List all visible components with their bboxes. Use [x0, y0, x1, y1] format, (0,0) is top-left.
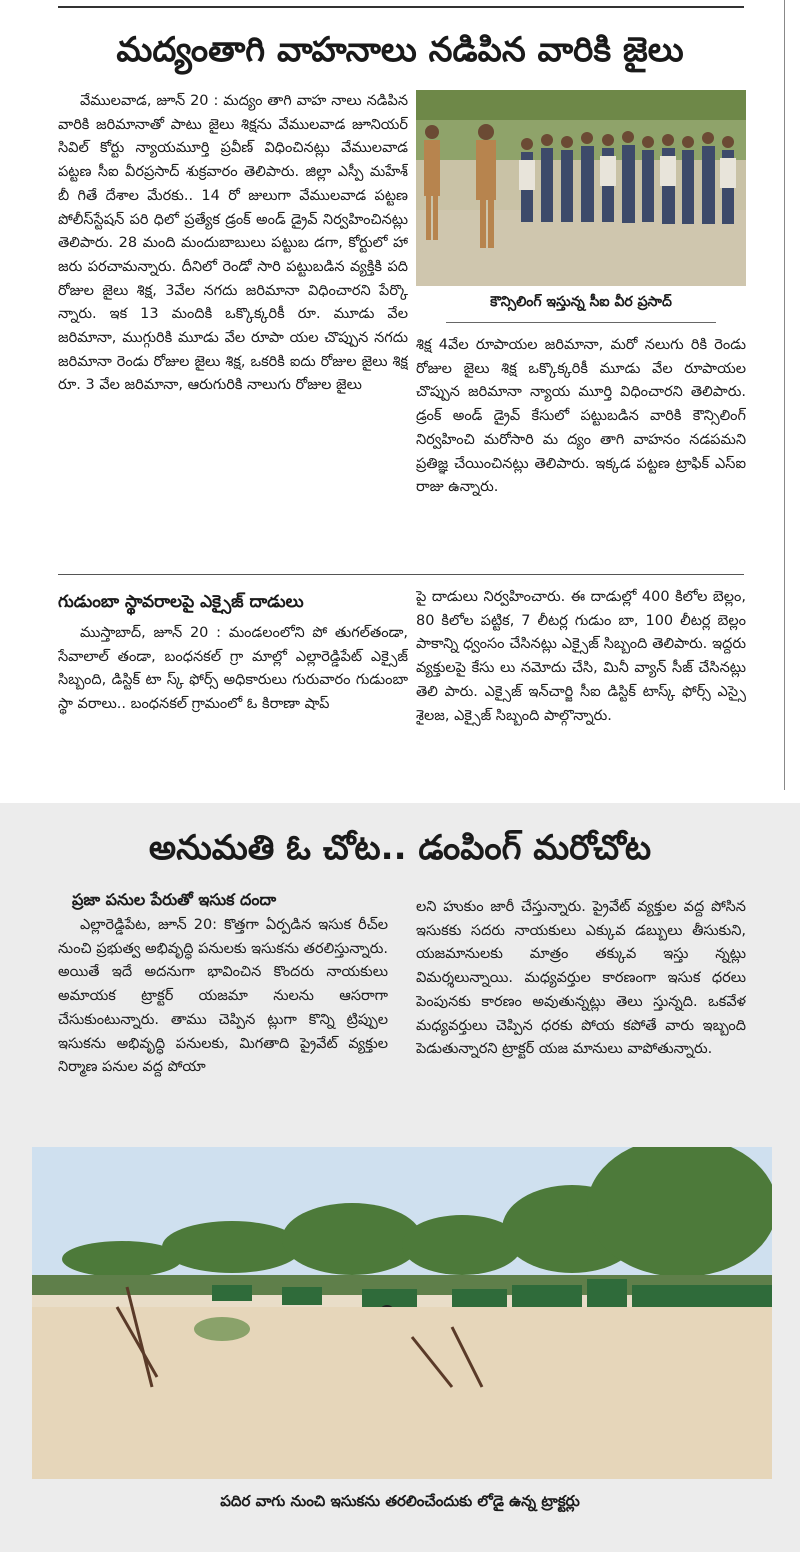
article3-headline: అనుమతి ఓ చోట.. డంపింగ్ మరోచోట — [148, 828, 652, 868]
article3-column1: ఎల్లారెడ్డిపేట, జూన్ 20: కొత్తగా ఏర్పడిన ఇసుక రీచ్‌ల నుంచి ప్రభుత్వ అభివృద్ధి పనులకు ఇసుకను తరలిస్తున్నారు. అయితే ఇదే అదనుగా భావించిన కొందరు నాయకులు అమాయక ట్రాక్టర్ యజమా నులను ఆసరాగా చేసుకుంటున్నారు. తాము చెప్పిన ట్లుగా కొన్ని ట్రిప్పుల ఇసుకను అభివృద్ధి పనులకు, మిగతాది ప్రైవేట్ వ్యక్తుల నిర్మాణ పనుల వద్ద పోయా — [58, 917, 388, 1076]
article2-column1: ముస్తాబాద్, జూన్ 20 : మండలంలోని పో తుగల్‌తండా, సేవాలాల్ తండా, బంధనకల్ గ్రా మాల్లో ఎల్లారెడ్డిపేట్ ఎక్సైజ్ సిబ్బంది, డిస్టిక్ టా స్క్ ఫోర్స్ అధికారులు గురువారం గుడుంబా స్థా వరాలు.. బంధనకల్ గ్రామంలో ఓ కిరాణా షాప్ — [58, 625, 408, 713]
article1-photo — [416, 90, 746, 286]
article1-headline: మద్యంతాగి వాహనాలు నడిపిన వారికి జైలు — [116, 30, 684, 70]
article1-column2: శిక్ష 4వేల రూపాయల జరిమానా, మరో నలుగు రికి రెండు రోజుల జైలు శిక్ష ఒక్కొక్కరికీ మూడు వేల రూపాయల చొప్పున జరిమానా న్యాయ మూర్తి విధించారని తెలిపారు. డ్రంక్ అండ్ డ్రైవ్ కేసులో పట్టుబడిన వారికి కౌన్సిలింగ్ నిర్వహించి మరోసారి మ ద్యం తాగి వాహనం నడపమని ప్రతిజ్ఞ చేయించినట్లు తెలిపారు. ఇక్కడ పట్టణ ట్రాఫిక్ ఎస్ఐ రాజు ఉన్నారు. — [416, 337, 746, 496]
article1-column1: వేములవాడ, జూన్ 20 : మద్యం తాగి వాహ నాలు నడిపిన వారికి జరిమానాతో పాటు జైలు శిక్షను వేములవాడ జూనియర్ సివిల్ కోర్టు న్యాయమూర్తి ప్రవీణ్ విధించినట్లు వేములవాడ పట్టణ సీఐ వీరప్రసాద్ శుక్రవారం తెలిపారు. జిల్లా ఎస్పీ మహేశ్ బీ గితే దేశాల మేరకు.. 14 రో జులుగా వేములవాడ పట్టణ పోలీస్‌స్టేషన్ పరి ధిలో ప్రత్యేక డ్రంక్ అండ్ డ్రైవ్ నిర్వహించినట్లు తెలిపారు. 28 మంది మందుబాబులు పట్టుబ డగా, కోర్టులో హా జరు పరచామన్నారు. దీనిలో రెండో సారి పట్టుబడిన వ్యక్తికి పది రోజుల జైలు శిక్ష, 3వేల నగదు జరిమానా విధించారని పేర్కొ న్నారు. ఇక 13 మందికి ఒక్కొక్కరికీ రూ. మూడు వేల జరిమానా, ముగ్గురికి మూడు వేల రూపా యల చొప్పున నగదు జరిమానా రెండు రోజుల జైలు శిక్ష, ఒకరికి ఐదు రోజుల జైలు శిక్ష రూ. 3 వేల జరిమానా, ఆరుగురికి నాలుగు రోజుల జైలు — [58, 93, 408, 394]
caption-rule — [446, 322, 716, 323]
tractors-photo — [32, 1147, 772, 1479]
police-counselling-photo — [416, 90, 746, 286]
article2-headline: గుడుంబా స్థావరాలపై ఎక్సైజ్ దాడులు — [58, 592, 304, 612]
article3-photo-caption: పదిర వాగు నుంచి ఇసుకను తరలించేందుకు లోడై ఉన్న ట్రాక్టర్లు — [220, 1492, 580, 1510]
article-divider — [58, 574, 744, 575]
article3-photo — [32, 1147, 772, 1479]
article3-subhead: ప్రజా పనుల పేరుతో ఇసుక దందా — [72, 890, 277, 909]
article1-photo-caption: కౌన్సిలింగ్ ఇస్తున్న సీఐ వీర ప్రసాద్ — [490, 294, 672, 310]
top-rule — [58, 6, 744, 8]
article3-column2: లని హుకుం జారీ చేస్తున్నారు. ప్రైవేట్ వ్యక్తుల వద్ద పోసిన ఇసుకకు సదరు నాయకులు ఎక్కువ డబ్బులు తీసుకుని, యజమానులకు మాత్రం తక్కువ ఇస్తు న్నట్లు విమర్శలున్నాయి. మధ్యవర్తుల కారణంగా ఇసుక ధరలు పెంపునకు కారణం అవుతున్నట్లు తెలు స్తున్నది. ఒకవేళ మధ్యవర్తులు చెప్పిన ధరకు పోయ కపోతే వారు ఇబ్బంది పెడుతున్నారని ట్రాక్టర్ యజ మానులు వాపోతున్నారు. — [416, 899, 746, 1058]
article2-column2: పై దాడులు నిర్వహించారు. ఈ దాడుల్లో 400 కిలోల బెల్లం, 80 కిలోల పట్టిక, 7 లీటర్ల గుడుం బా, 100 లీటర్ల బెల్లం పాకాన్ని ధ్వంసం చేసినట్లు ఎక్సైజ్ సిబ్బంది తెలిపారు. ఇద్దరు వ్యక్తులపై కేసు లు నమోదు చేసి, మినీ వ్యాన్ సీజ్ చేసినట్లు తెలి పారు. ఎక్సైజ్ ఇన్‌చార్జి సీఐ డిస్టిక్ టాస్క్ ఫోర్స్ ఎస్సై శైలజ, ఎక్సైజ్ సిబ్బంది పాల్గొన్నారు. — [416, 589, 746, 724]
column-divider-right — [784, 0, 785, 790]
